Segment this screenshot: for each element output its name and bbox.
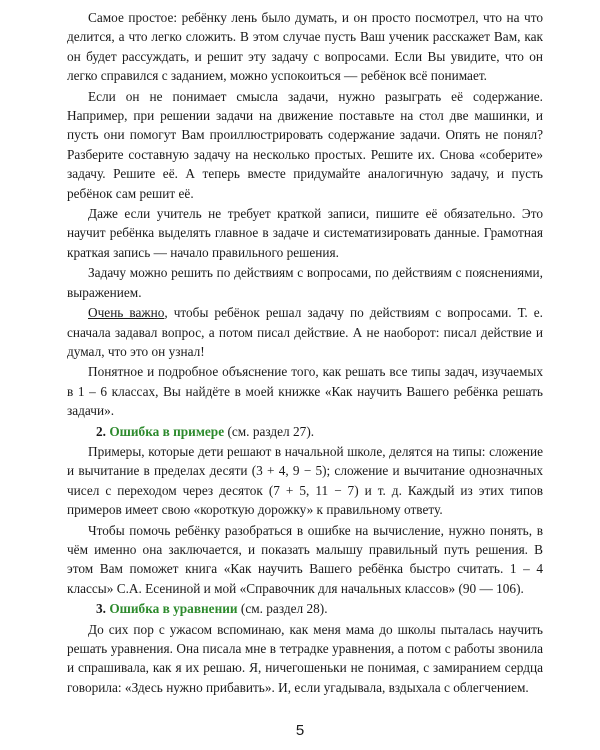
section-title: Ошибка в уравнении	[109, 601, 238, 617]
paragraph: До сих пор с ужасом вспоминаю, как меня мама до школы пыталась научить решать уравнения. Она писала мне в тетрадке уравнения, а потом с работы звонила и спрашивала, как я их решаю. Я, ничегошеньки не понимая, с замиранием сердца говорила: «Здесь нужно прибавить». И, если угадывала, вздыхала с облегчением.	[67, 621, 543, 695]
important-paragraph	[67, 303, 543, 361]
section-number: 3.	[96, 601, 106, 617]
paragraph: Примеры, которые дети решают в начальной школе, делятся на типы: сложение и вычитание в пределах десяти (3 + 4, 9 − 5); сложение и вычитание однозначных чисел с переходом через десяток (7 + 5, 11 − 7) и т. д. Каждый из этих типов примеров имеет свою «короткую дорожку» к правильному ответу.	[67, 443, 543, 518]
section-reference: (см. раздел 28).	[240, 601, 328, 617]
paragraph: Если он не понимает смысла задачи, нужно разыграть её содержание. Например, при решении задачи на движение поставьте на стол две машинки, и пусть они помогут Вам проиллюстрировать содержание задачи. Опять не понял? Разберите составную задачу на несколько простых. Решите их. Снова «соберите» задачу. Решите её. А теперь вместе придумайте аналогичную задачу, и пусть ребёнок сам решит её.	[67, 88, 543, 201]
paragraph: Самое простое: ребёнку лень было думать, и он просто посмотрел, что на что делится, а что легко сложить. В этом случае пусть Ваш ученик расскажет Вам, как он будет рассуждать, и решит эту задачу с вопросами. Если Вы увидите, что он легко справился с заданием, можно успокоиться — ребёнок всё понимает.	[67, 10, 543, 84]
page-content	[67, 8, 543, 697]
section-number: 2.	[96, 423, 106, 439]
important-emphasis: Очень важно	[88, 305, 165, 321]
section-reference: (см. раздел 27).	[227, 423, 315, 439]
paragraph: Понятное и подробное объяснение того, как решать все типы задач, изучаемых в 1 – 6 классах, Вы найдёте в моей книжке «Как научить Вашего ребёнка решать задачи».	[67, 364, 543, 419]
section-heading-2	[67, 422, 543, 441]
section-title: Ошибка в примере	[109, 423, 225, 439]
important-text: , чтобы ребёнок решал задачу по действиям с вопросами. Т. е. сначала задавал вопрос, а потом писал действие. А не наоборот: писал действие и думал, что это он узнал!	[67, 305, 543, 359]
section-heading-3	[67, 599, 543, 618]
paragraph: Задачу можно решить по действиям с вопросами, по действиям с пояснениями, выражением.	[67, 265, 543, 300]
paragraph: Чтобы помочь ребёнку разобраться в ошибке на вычисление, нужно понять, в чём именно она заключается, и показать малышу правильный путь решения. В этом Вам поможет книга «Как научить Вашего ребёнка быстро считать. 1 – 4 классы» С.А. Есениной и мой «Справочник для начальных классов» (90 — 106).	[67, 522, 543, 596]
paragraph: Даже если учитель не требует краткой записи, пишите её обязательно. Это научит ребёнка выделять главное в задаче и систематизировать данные. Грамотная краткая запись — начало правильного решения.	[67, 206, 543, 260]
page-number: 5	[295, 722, 305, 739]
